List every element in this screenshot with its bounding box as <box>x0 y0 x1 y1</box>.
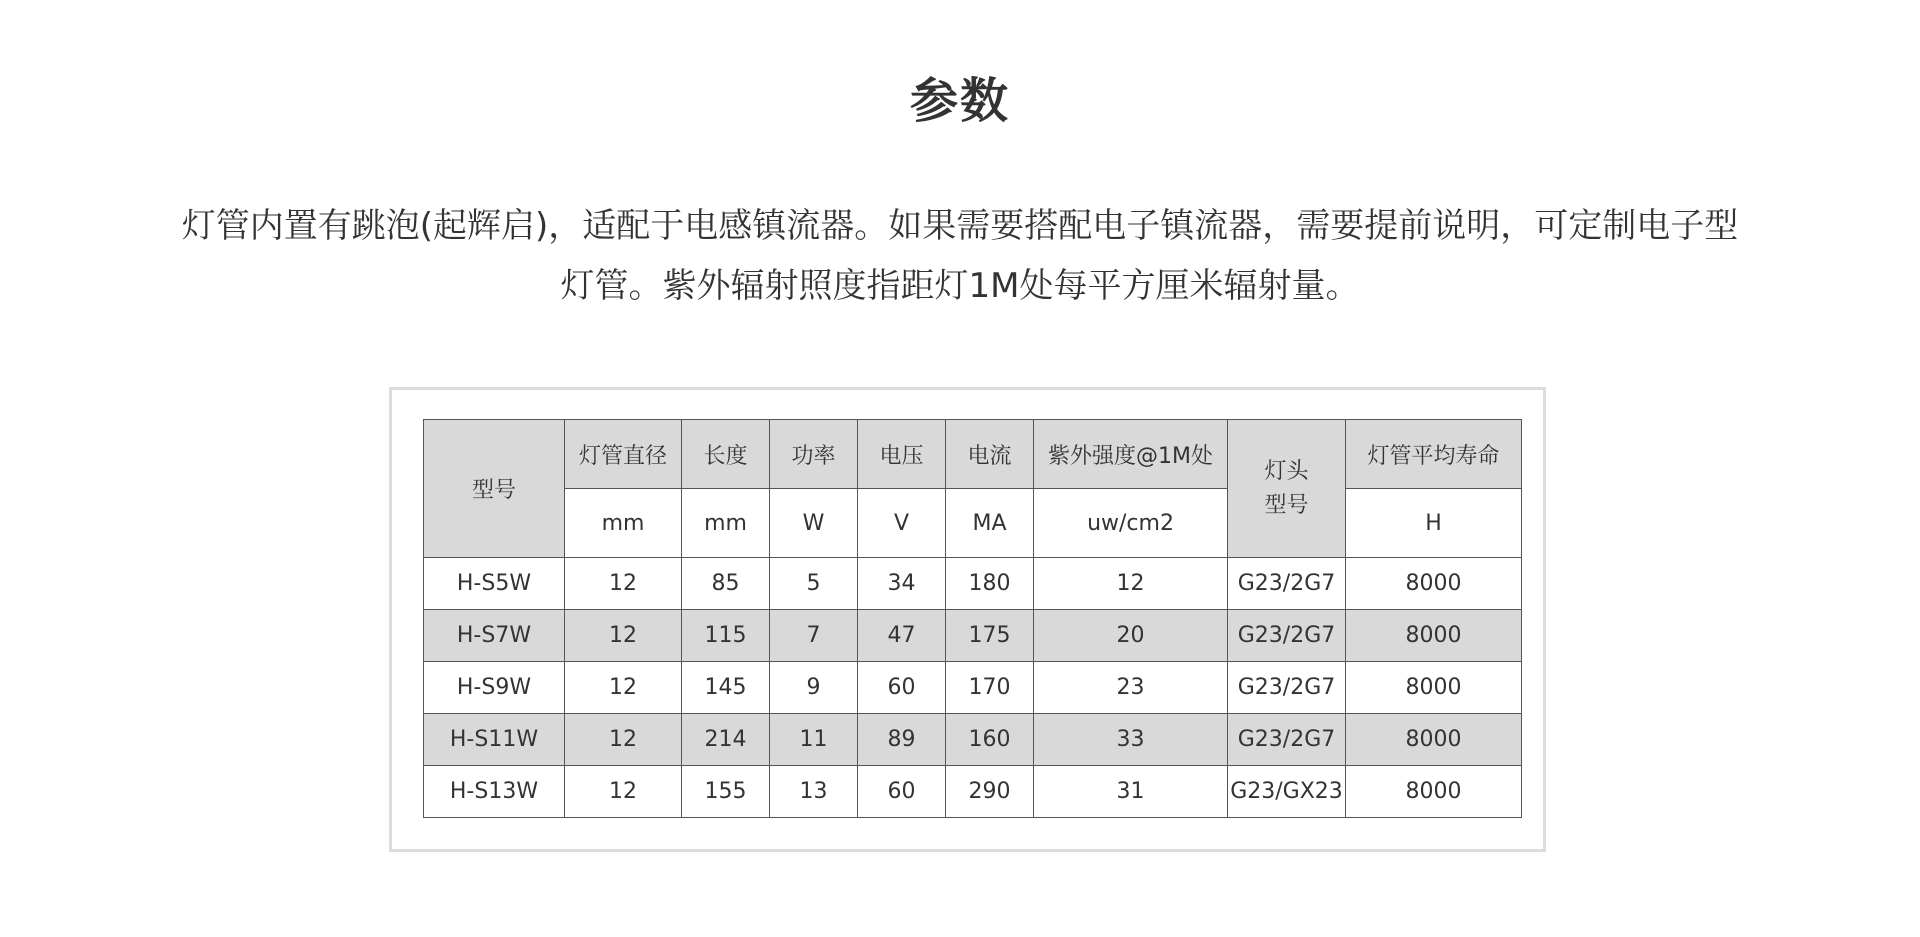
table-row <box>424 558 1522 610</box>
spec-table <box>423 419 1522 818</box>
unit-average-life: H <box>1346 489 1522 558</box>
cell-model: H-S13W <box>424 766 565 818</box>
cell-base-type: G23/2G7 <box>1228 662 1346 714</box>
cell-power: 13 <box>770 766 858 818</box>
cell-voltage: 60 <box>858 766 946 818</box>
cell-average-life: 8000 <box>1346 714 1522 766</box>
units-row <box>424 489 1522 558</box>
cell-average-life: 8000 <box>1346 558 1522 610</box>
cell-length: 85 <box>682 558 770 610</box>
cell-average-life: 8000 <box>1346 610 1522 662</box>
table-row <box>424 766 1522 818</box>
cell-current: 290 <box>946 766 1034 818</box>
header-current: 电流 <box>946 420 1034 489</box>
cell-uv-intensity: 23 <box>1034 662 1228 714</box>
cell-model: H-S5W <box>424 558 565 610</box>
unit-length: mm <box>682 489 770 558</box>
cell-base-type: G23/GX23 <box>1228 766 1346 818</box>
cell-base-type: G23/2G7 <box>1228 610 1346 662</box>
cell-length: 145 <box>682 662 770 714</box>
header-power: 功率 <box>770 420 858 489</box>
cell-voltage: 60 <box>858 662 946 714</box>
header-row <box>424 420 1522 489</box>
description-line-2: 灯管。紫外辐射照度指距灯1M处每平方厘米辐射量。 <box>560 266 1360 306</box>
cell-length: 214 <box>682 714 770 766</box>
unit-power: W <box>770 489 858 558</box>
cell-current: 175 <box>946 610 1034 662</box>
cell-current: 180 <box>946 558 1034 610</box>
cell-base-type: G23/2G7 <box>1228 558 1346 610</box>
header-length: 长度 <box>682 420 770 489</box>
cell-model: H-S9W <box>424 662 565 714</box>
cell-voltage: 89 <box>858 714 946 766</box>
description-text <box>150 196 1770 316</box>
unit-diameter: mm <box>565 489 682 558</box>
cell-diameter: 12 <box>565 610 682 662</box>
cell-power: 11 <box>770 714 858 766</box>
cell-average-life: 8000 <box>1346 662 1522 714</box>
table-row <box>424 714 1522 766</box>
cell-voltage: 47 <box>858 610 946 662</box>
table-row <box>424 610 1522 662</box>
cell-average-life: 8000 <box>1346 766 1522 818</box>
cell-diameter: 12 <box>565 662 682 714</box>
cell-model: H-S11W <box>424 714 565 766</box>
header-base-line-2: 型号 <box>1264 492 1309 518</box>
cell-diameter: 12 <box>565 766 682 818</box>
header-diameter: 灯管直径 <box>565 420 682 489</box>
cell-current: 170 <box>946 662 1034 714</box>
cell-uv-intensity: 12 <box>1034 558 1228 610</box>
cell-current: 160 <box>946 714 1034 766</box>
table-row <box>424 662 1522 714</box>
cell-diameter: 12 <box>565 558 682 610</box>
cell-uv-intensity: 33 <box>1034 714 1228 766</box>
table-header <box>424 420 1522 558</box>
cell-power: 9 <box>770 662 858 714</box>
description-line-1: 灯管内置有跳泡(起辉启)，适配于电感镇流器。如果需要搭配电子镇流器，需要提前说明，可定制电子型 <box>181 206 1739 246</box>
cell-base-type: G23/2G7 <box>1228 714 1346 766</box>
cell-diameter: 12 <box>565 714 682 766</box>
page-title: 参数 <box>909 73 1010 129</box>
cell-uv-intensity: 20 <box>1034 610 1228 662</box>
header-base-type <box>1228 420 1346 558</box>
cell-power: 5 <box>770 558 858 610</box>
cell-model: H-S7W <box>424 610 565 662</box>
header-uv-intensity: 紫外强度@1M处 <box>1034 420 1228 489</box>
cell-length: 115 <box>682 610 770 662</box>
header-model: 型号 <box>424 420 565 558</box>
cell-voltage: 34 <box>858 558 946 610</box>
table-body <box>424 558 1522 818</box>
header-voltage: 电压 <box>858 420 946 489</box>
unit-voltage: V <box>858 489 946 558</box>
cell-length: 155 <box>682 766 770 818</box>
cell-power: 7 <box>770 610 858 662</box>
header-average-life: 灯管平均寿命 <box>1346 420 1522 489</box>
cell-uv-intensity: 31 <box>1034 766 1228 818</box>
unit-current: MA <box>946 489 1034 558</box>
header-base-line-1: 灯头 <box>1264 458 1309 484</box>
unit-uv-intensity: uw/cm2 <box>1034 489 1228 558</box>
